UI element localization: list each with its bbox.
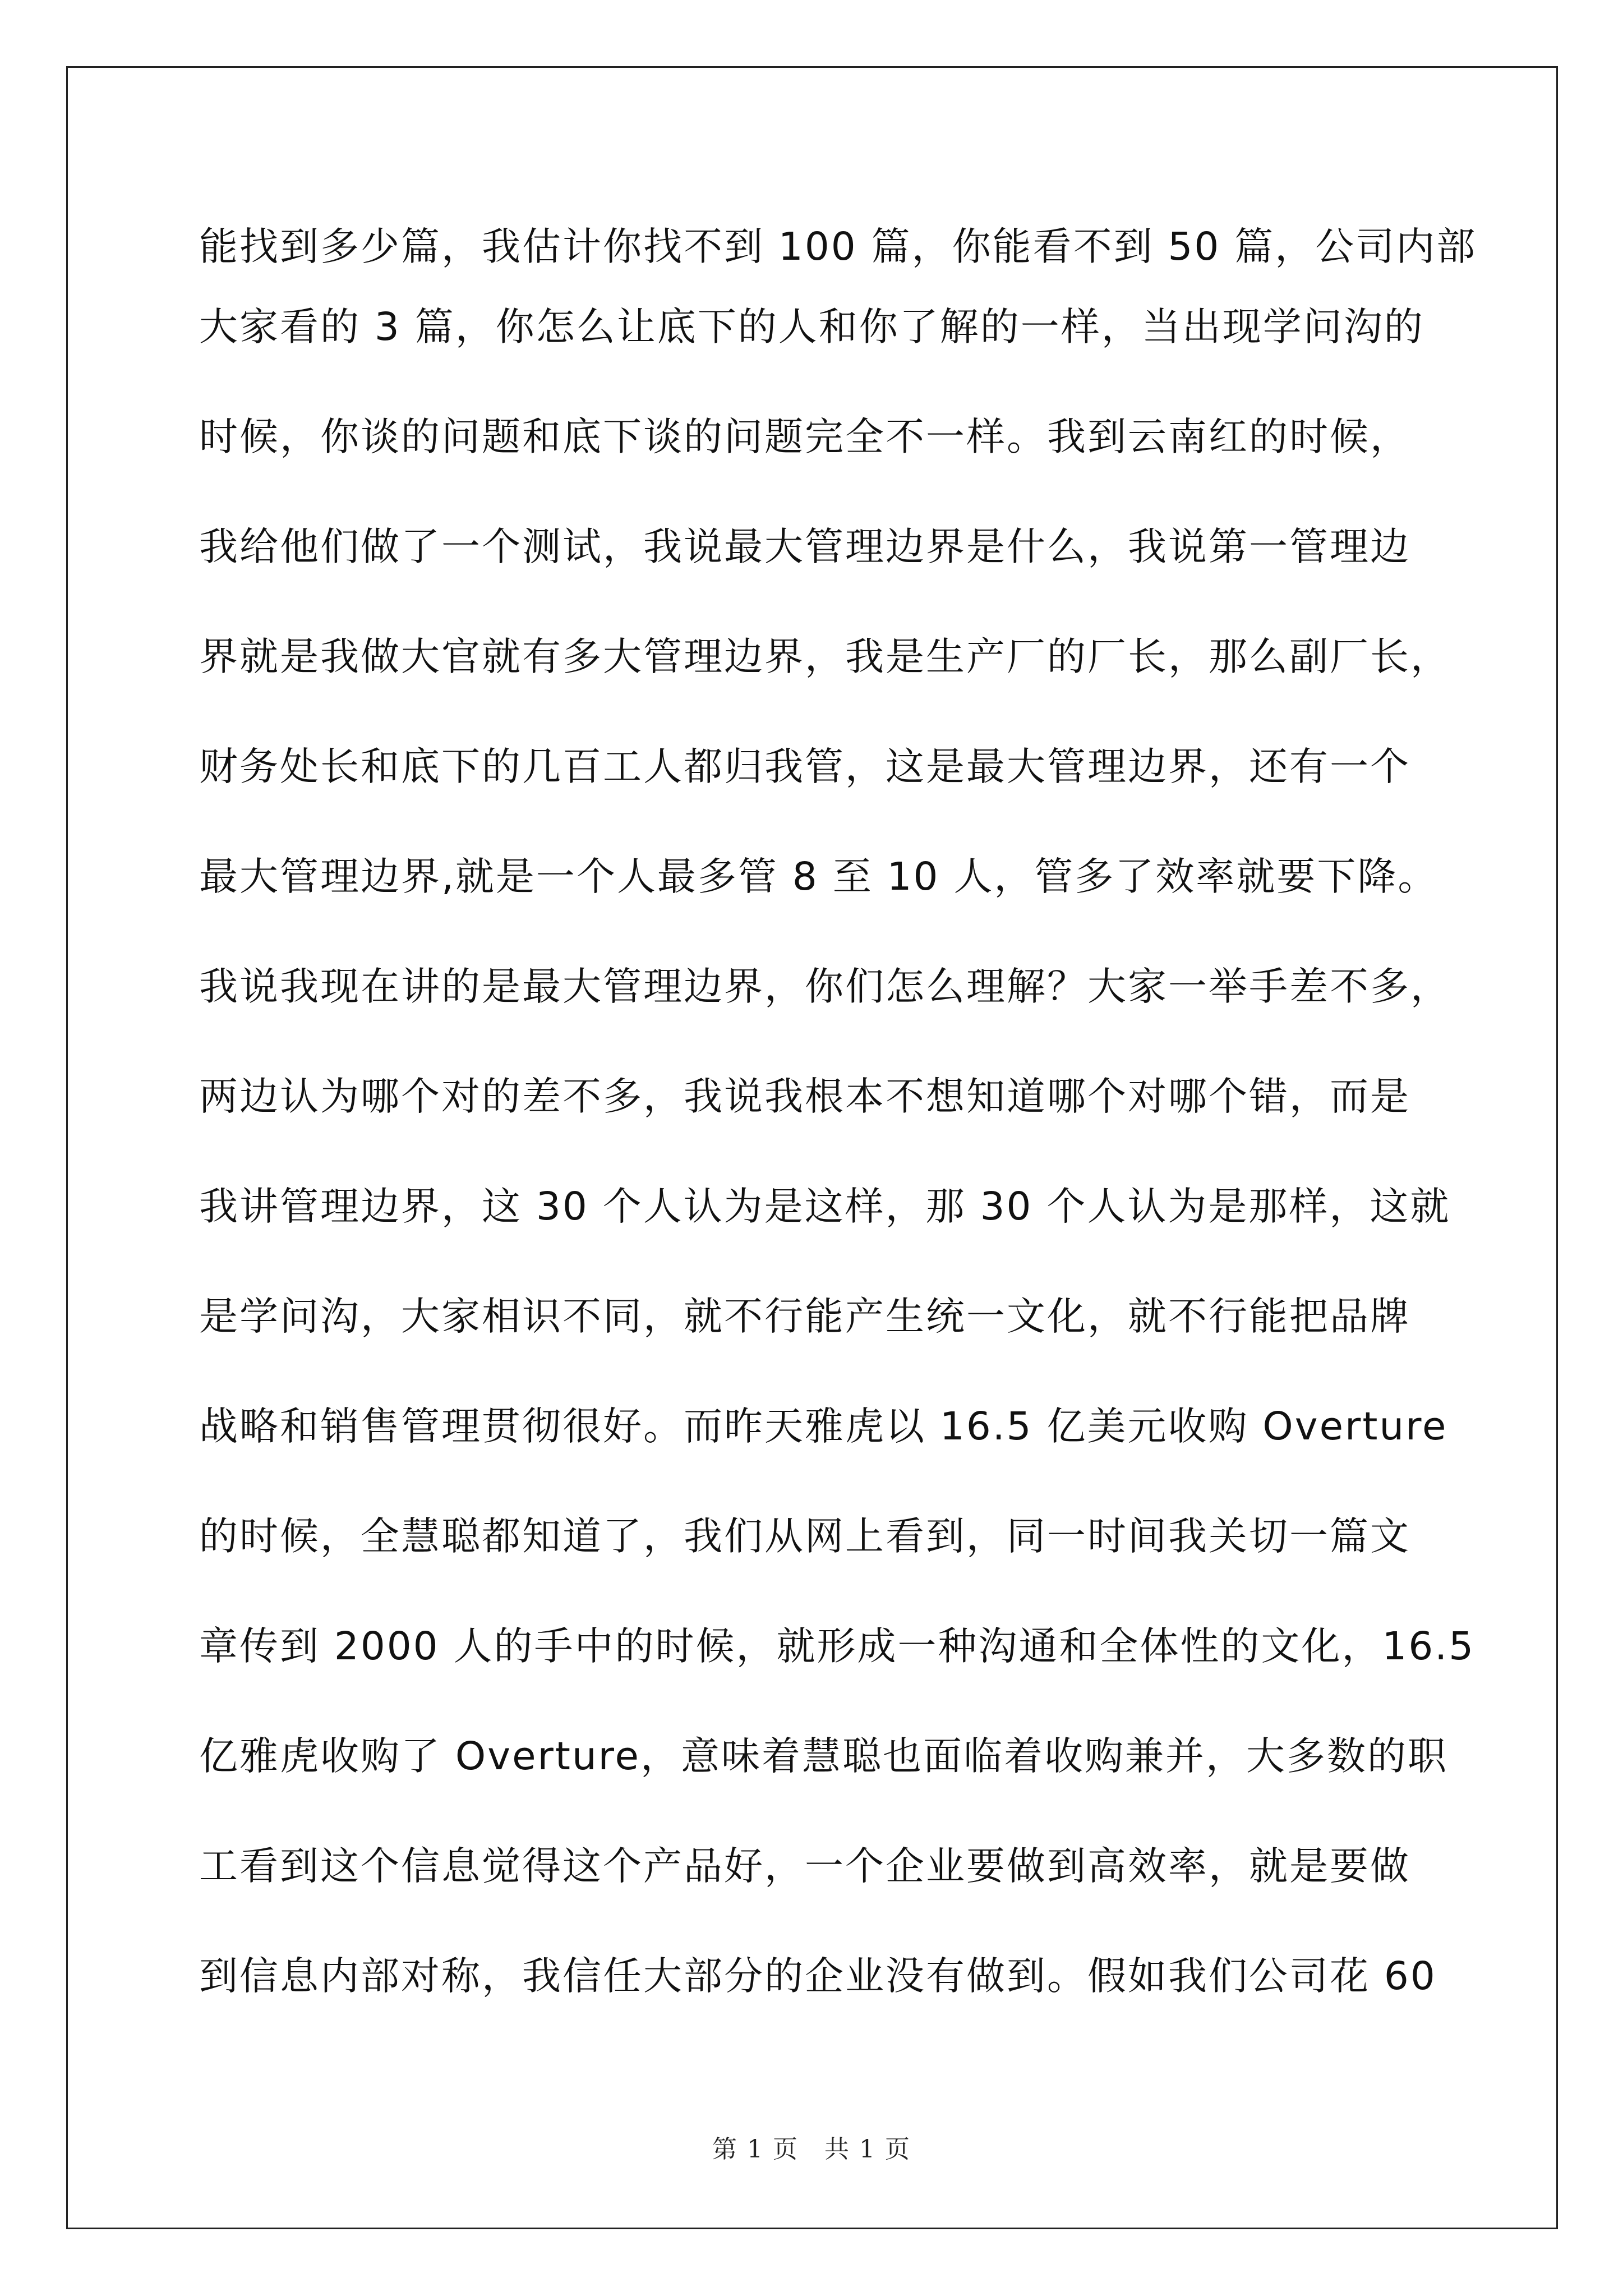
text-line: 亿雅虎收购了 Overture，意味着慧聪也面临着收购兼并，大多数的职 <box>199 1734 1448 1779</box>
text-line: 能找到多少篇，我估计你找不到 100 篇，你能看不到 50 篇，公司内部 <box>199 224 1477 269</box>
text-line: 大家看的 3 篇，你怎么让底下的人和你了解的一样，当出现学问沟的 <box>199 305 1424 349</box>
text-line: 时候，你谈的问题和底下谈的问题完全不一样。我到云南红的时候， <box>199 415 1410 459</box>
text-line: 工看到这个信息觉得这个产品好，一个企业要做到高效率，就是要做 <box>199 1844 1410 1889</box>
text-line: 我给他们做了一个测试，我说最大管理边界是什么，我说第一管理边 <box>199 524 1410 569</box>
text-line: 我说我现在讲的是最大管理边界，你们怎么理解？大家一举手差不多， <box>199 964 1451 1009</box>
text-line: 到信息内部对称，我信任大部分的企业没有做到。假如我们公司花 60 <box>199 1954 1437 1999</box>
document-body <box>199 222 1477 2031</box>
text-line: 最大管理边界,就是一个人最多管 8 至 10 人，管多了效率就要下降。 <box>199 854 1438 899</box>
text-line: 章传到 2000 人的手中的时候，就形成一种沟通和全体性的文化，16.5 <box>199 1624 1476 1669</box>
page-number-footer: 第 1 页 共 1 页 <box>712 2135 911 2164</box>
text-line: 我讲管理边界，这 30 个人认为是这样，那 30 个人认为是那样，这就 <box>199 1184 1451 1229</box>
text-line: 界就是我做大官就有多大管理边界，我是生产厂的厂长，那么副厂长， <box>199 634 1451 679</box>
text-line: 两边认为哪个对的差不多，我说我根本不想知道哪个对哪个错，而是 <box>199 1074 1410 1119</box>
text-line: 财务处长和底下的几百工人都归我管，这是最大管理边界，还有一个 <box>199 744 1410 789</box>
text-line: 的时候，全慧聪都知道了，我们从网上看到，同一时间我关切一篇文 <box>199 1514 1410 1559</box>
text-line: 战略和销售管理贯彻很好。而昨天雅虎以 16.5 亿美元收购 Overture <box>199 1404 1448 1449</box>
text-line: 是学问沟，大家相识不同，就不行能产生统一文化，就不行能把品牌 <box>199 1294 1410 1339</box>
